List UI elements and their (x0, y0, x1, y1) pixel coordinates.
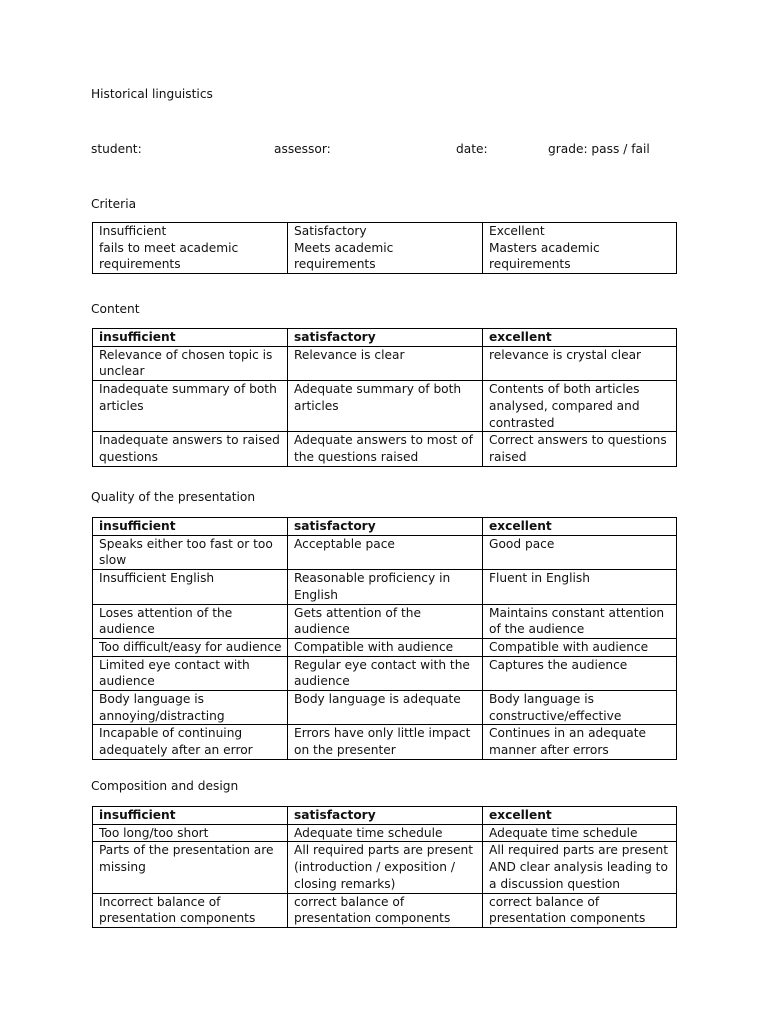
header-cell: satisfactory (288, 518, 483, 536)
header-cell: insufficient (93, 807, 288, 825)
table-cell: Acceptable pace (288, 535, 483, 569)
table-cell: Compatible with audience (483, 638, 677, 656)
composition-table (92, 806, 677, 928)
table-cell: Relevance is clear (288, 346, 483, 380)
table-cell: Adequate answers to most of the questions raised (288, 432, 483, 466)
header-cell: excellent (483, 518, 677, 536)
criteria-level-desc: fails to meet academic (99, 240, 239, 255)
assessor-label: assessor: (274, 142, 331, 156)
criteria-level-desc: requirements (489, 257, 571, 272)
table-cell: Body language is adequate (288, 691, 483, 725)
student-label: student: (91, 142, 142, 156)
table-cell: Loses attention of the audience (93, 604, 288, 638)
criteria-excellent-cell (483, 223, 677, 274)
table-row (93, 656, 677, 690)
table-row (93, 535, 677, 569)
table-cell: Adequate time schedule (288, 824, 483, 842)
criteria-level-name: Satisfactory (294, 224, 367, 238)
table-cell: Adequate summary of both articles (288, 381, 483, 432)
table-cell: Fluent in English (483, 570, 677, 604)
table-header-row (93, 807, 677, 825)
table-cell: Too long/too short (93, 824, 288, 842)
table-cell: Incorrect balance of presentation components (93, 893, 288, 927)
table-cell: All required parts are present AND clear analysis leading to a discussion question (483, 842, 677, 893)
table-row (93, 824, 677, 842)
criteria-level-name: Insufficient (99, 224, 167, 238)
table-cell: Compatible with audience (288, 638, 483, 656)
table-cell: Good pace (483, 535, 677, 569)
table-cell: Continues in an adequate manner after errors (483, 725, 677, 759)
header-cell: excellent (483, 807, 677, 825)
table-cell: correct balance of presentation components (483, 893, 677, 927)
criteria-level-name: Excellent (489, 224, 545, 238)
table-cell: correct balance of presentation components (288, 893, 483, 927)
content-table (92, 328, 677, 467)
table-row (93, 570, 677, 604)
table-cell: Adequate time schedule (483, 824, 677, 842)
criteria-level-desc: Masters academic (489, 240, 600, 255)
date-label: date: (456, 142, 488, 156)
header-cell: satisfactory (288, 807, 483, 825)
table-row (93, 604, 677, 638)
table-cell: Limited eye contact with audience (93, 656, 288, 690)
criteria-level-desc: requirements (99, 257, 181, 272)
table-cell: Insufficient English (93, 570, 288, 604)
table-cell: Incapable of continuing adequately after an error (93, 725, 288, 759)
table-row (93, 638, 677, 656)
table-cell: Captures the audience (483, 656, 677, 690)
table-row (93, 346, 677, 380)
table-row (93, 432, 677, 466)
criteria-heading: Criteria (91, 197, 137, 211)
table-row (93, 691, 677, 725)
header-cell: excellent (483, 329, 677, 347)
criteria-level-desc: Meets academic requirements (294, 240, 394, 272)
quality-heading: Quality of the presentation (91, 490, 256, 504)
table-cell: Inadequate answers to raised questions (93, 432, 288, 466)
table-header-row (93, 518, 677, 536)
table-cell: All required parts are present (introduction / exposition / closing remarks) (288, 842, 483, 893)
table-cell: Relevance of chosen topic is unclear (93, 346, 288, 380)
table-cell: Regular eye contact with the audience (288, 656, 483, 690)
criteria-insufficient-cell (93, 223, 288, 274)
table-cell: Errors have only little impact on the presenter (288, 725, 483, 759)
content-heading: Content (91, 302, 140, 316)
header-cell: satisfactory (288, 329, 483, 347)
document-title: Historical linguistics (91, 87, 213, 101)
table-cell: Correct answers to questions raised (483, 432, 677, 466)
table-row (93, 381, 677, 432)
table-cell: Parts of the presentation are missing (93, 842, 288, 893)
table-cell: Maintains constant attention of the audience (483, 604, 677, 638)
table-cell: Speaks either too fast or too slow (93, 535, 288, 569)
criteria-table (92, 222, 677, 274)
table-row (93, 893, 677, 927)
criteria-satisfactory-cell (288, 223, 483, 274)
table-cell: Contents of both articles analysed, compared and contrasted (483, 381, 677, 432)
table-row (93, 725, 677, 759)
table-header-row (93, 329, 677, 347)
table-cell: Inadequate summary of both articles (93, 381, 288, 432)
header-cell: insufficient (93, 329, 288, 347)
grade-label: grade: pass / fail (548, 142, 650, 156)
table-cell: Reasonable proficiency in English (288, 570, 483, 604)
table-cell: Too difficult/easy for audience (93, 638, 288, 656)
table-row (93, 842, 677, 893)
table-cell: Body language is constructive/effective (483, 691, 677, 725)
table-cell: Body language is annoying/distracting (93, 691, 288, 725)
header-cell: insufficient (93, 518, 288, 536)
quality-table (92, 517, 677, 760)
composition-heading: Composition and design (91, 779, 239, 793)
table-cell: relevance is crystal clear (483, 346, 677, 380)
table-cell: Gets attention of the audience (288, 604, 483, 638)
table-row (93, 223, 677, 274)
